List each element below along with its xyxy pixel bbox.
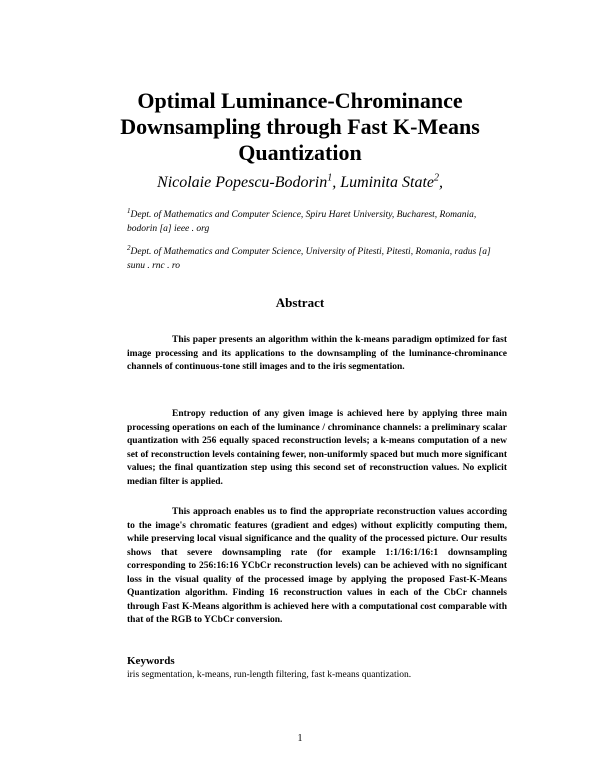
affiliation-1-superscript: 1 [127,206,131,215]
author-2-superscript: 2 [433,172,439,184]
affiliation-1 [127,208,507,236]
affiliation-2 [127,245,507,273]
affiliation-1-text: Dept. of Mathematics and Computer Science, Spiru Haret University, Bucharest, Romania, bodorin [a] ieee . org [127,210,477,234]
paper-title: Optimal Luminance-Chrominance Downsampling through Fast K-Means Quantization [120,88,480,165]
author-trailing: , [438,174,443,191]
keywords-text: iris segmentation, k-means, run-length filtering, fast k-means quantization. [127,670,412,680]
abstract-paragraph-3: This approach enables us to find the appropriate reconstruction values according to the image's chromatic features (gradient and edges) without explicitly computing them, while preserving local visual significance and the quality of the processed picture. Our results shows that severe downsampling rate (for example 1:1/16:1/16:1 downsampling corresponding to 256:16:16 YCbCr reconstruction levels) can be achieved with no significant loss in the visual quality of the processed image by applying the proposed Fast-K-Means Quantization algorithm. Finding 16 reconstruction values in each of the CbCr channels through Fast K-Means algorithm is achieved here with a computational cost comparable with that of the RGB to YCbCr conversion. [127,507,507,625]
author-1-superscript: 1 [327,172,333,184]
affiliation-2-text: Dept. of Mathematics and Computer Science, University of Pitesti, Pitesti, Romania, radus [a] sunu . rnc . ro [127,247,491,271]
page-number: 1 [297,733,303,744]
abstract-paragraph-1: This paper presents an algorithm within the k-means paradigm optimized for fast image processing and its applications to the downsampling of the luminance-chrominance channels of continuous-tone still images and to the iris segmentation. [127,335,507,372]
author-separator: , [332,174,341,191]
abstract-paragraph-2: Entropy reduction of any given image is achieved here by applying three main processing operations on each of the luminance / chrominance channels: a preliminary scalar quantization with 256 equally spaced reconstruction levels; a k-means computation of a new set of reconstruction levels containing fewer, non-uniformly spaced but much more significant values; the final quantization step using this second set of reconstruction values. No explicit median filter is applied. [127,409,507,487]
keywords-heading: Keywords [127,655,175,667]
author-1-name: Nicolaie Popescu-Bodorin [157,174,328,191]
author-line [60,173,540,193]
author-2-name: Luminita State [340,174,434,191]
abstract-heading: Abstract [275,295,325,310]
affiliation-2-superscript: 2 [127,243,131,252]
